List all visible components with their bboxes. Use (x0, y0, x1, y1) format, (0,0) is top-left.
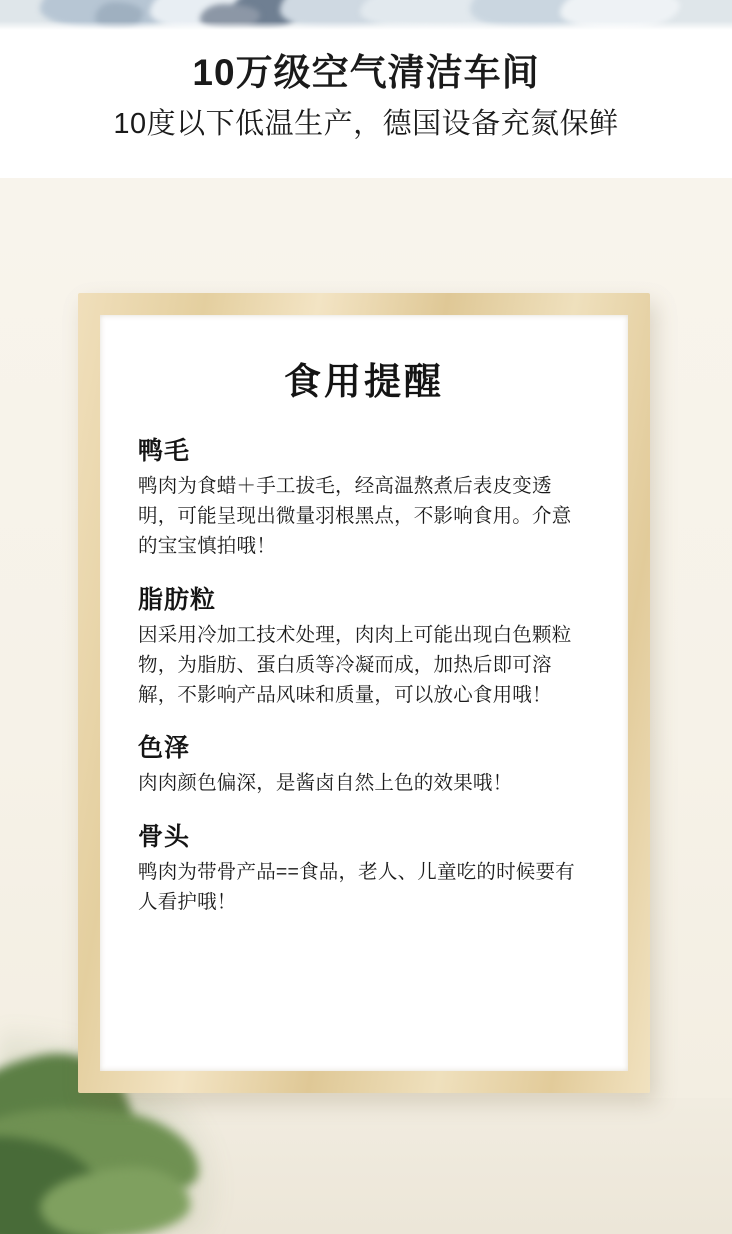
section-body: 鸭肉为带骨产品==食品，老人、儿童吃的时候要有人看护哦！ (138, 860, 575, 913)
headline-subtitle: 10度以下低温生产，德国设备充氮保鲜 (113, 108, 619, 141)
photo-fade (0, 21, 732, 30)
poster-section (138, 431, 590, 562)
section-body: 因采用冷加工技术处理，肉肉上可能出现白色颗粒物，为脂肪、蛋白质等冷凝而成，加热后即可溶解，不影响产品风味和质量，可以放心食用哦！ (138, 623, 572, 707)
section-heading: 骨头 (138, 822, 191, 851)
section-body: 肉肉颜色偏深，是酱卤自然上色的效果哦！ (138, 772, 513, 795)
section-heading: 鸭毛 (138, 437, 191, 465)
poster-section (138, 728, 590, 798)
poster-section (138, 817, 590, 917)
headline-title: 10万级空气清洁车间 (192, 52, 540, 93)
poster-card (100, 315, 628, 1071)
wooden-frame (78, 293, 650, 1093)
top-photo-strip (0, 0, 732, 30)
poster-scene (0, 178, 732, 1234)
headline-block (0, 30, 732, 178)
section-heading: 色泽 (138, 734, 191, 763)
section-heading: 脂肪粒 (138, 585, 217, 614)
poster-section (138, 580, 590, 711)
section-body: 鸭肉为食蜡＋手工拔毛，经高温熬煮后表皮变透明，可能呈现出微量羽根黑点，不影响食用。介意的宝宝慎拍哦！ (138, 475, 572, 558)
poster-title: 食用提醒 (284, 361, 444, 402)
